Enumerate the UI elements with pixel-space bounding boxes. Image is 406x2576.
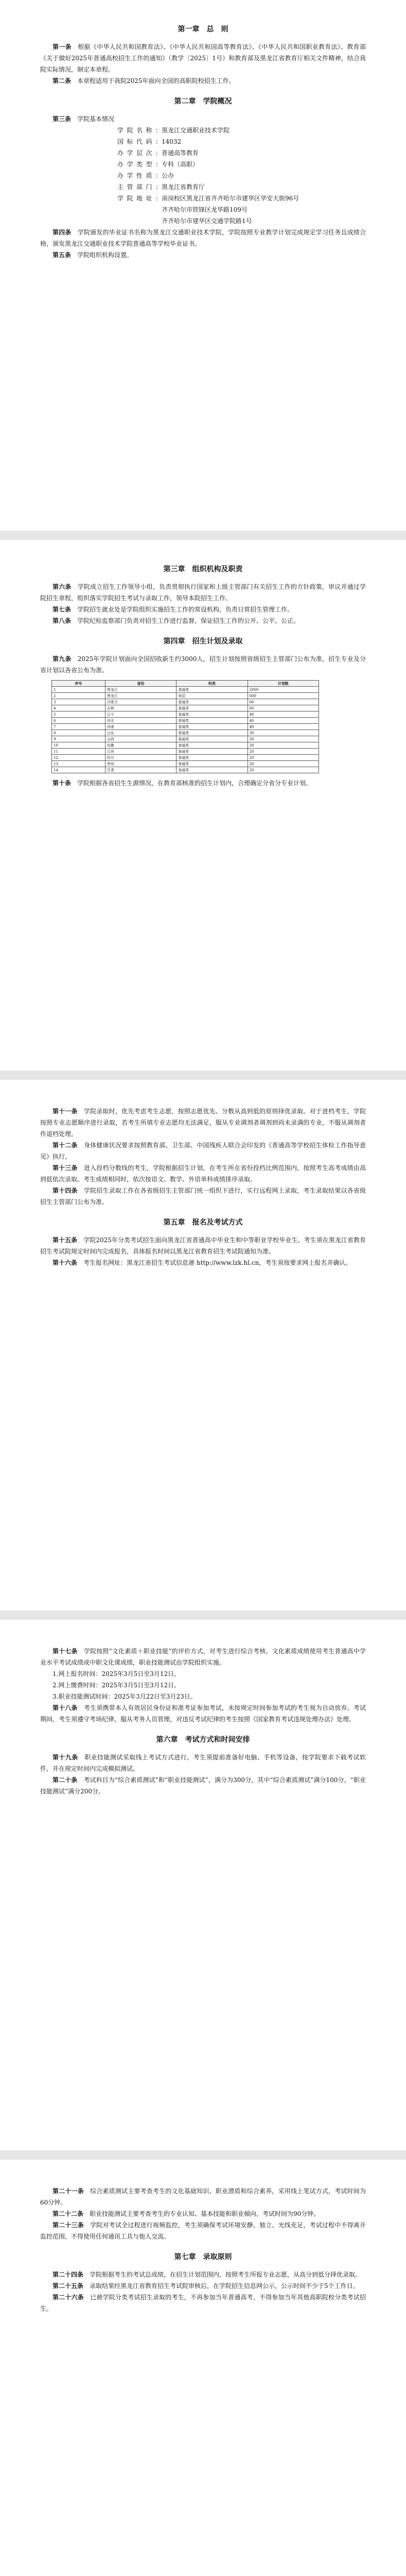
table-cell: 9 — [52, 736, 105, 742]
info-key: 办学类型： — [117, 161, 162, 168]
table-cell: 普通类 — [176, 730, 248, 736]
article — [40, 1234, 366, 1257]
chapter-title: 第七章 录取原则 — [174, 2253, 232, 2261]
article-text: 职业技能测试主要考查考生的专业认知、基本技能和职业倾向，考试时间为90分钟。 — [90, 2210, 320, 2217]
table-cell: 江西 — [105, 749, 176, 755]
article-number: 第十五条 — [52, 1236, 78, 1244]
article-text: 综合素质测试主要考查考生的文化基础知识、职业潜质和综合素养，采用线上笔试方式，考试时间为60分钟。 — [40, 2188, 366, 2206]
table-cell: 10 — [52, 742, 105, 749]
table-row — [52, 730, 319, 736]
article-text: 学院根据各省招生生源情况，在教育部核准的招生计划内，合理确定分省分专业计划。 — [77, 779, 312, 787]
article — [40, 1702, 366, 1725]
table-cell: 普通类 — [176, 761, 248, 767]
table-header-cell: 省份 — [105, 681, 176, 687]
table-cell: 单招 — [176, 693, 248, 699]
table-row — [52, 705, 319, 711]
article-number: 第二十一条 — [52, 2188, 84, 2195]
table-cell: 普通类 — [176, 705, 248, 711]
table-cell: 普通类 — [176, 749, 248, 755]
table-cell: 6 — [52, 718, 105, 724]
table-cell: 1 — [52, 687, 105, 693]
article-text: 学院按照“文化素质＋职业技能”的评价方式，对考生进行综合考核。文化素质成绩使用考生普通高中学业水平考试成绩或中职文化课成绩，职业技能测试由学院组织实施。 — [40, 1648, 366, 1666]
table-cell: 20 — [248, 767, 319, 773]
info-value: 普通高等教育 — [162, 149, 199, 157]
article-number: 第十八条 — [52, 1704, 78, 1711]
table-cell: 四川 — [105, 755, 176, 761]
article-text: 2025年学院计划面向全国招收新生约3000人，招生计划按照省级招生主管部门公布为准，招生专业及分省计划以各省公布为准。 — [40, 655, 366, 674]
table-row — [52, 749, 319, 755]
article-number: 第二十条 — [52, 1776, 78, 1784]
article-text: 学院纪检监察部门负责对招生工作进行监督，保证招生工作的公开、公平、公正。 — [77, 617, 300, 624]
info-value: 齐齐哈尔市铁锋区龙华路109号 — [162, 206, 248, 213]
table-cell: 20 — [248, 755, 319, 761]
article-text: 身体健康状况要求按照教育部、卫生部、中国残疾人联合会印发的《普通高等学校招生体检工作指导意见》执行。 — [40, 1142, 366, 1160]
article — [40, 615, 366, 626]
info-row — [117, 125, 366, 136]
table-cell: 安徽 — [105, 742, 176, 749]
article-number: 第六条 — [52, 583, 72, 590]
article — [40, 1106, 366, 1140]
table-header-cell: 科类 — [176, 681, 248, 687]
info-row — [117, 170, 366, 181]
article-text: 考试科目为“综合素质测试”和“职业技能测试”，满分为300分，其中“综合素质测试”满分100分，“职业技能测试”满分200分。 — [40, 1776, 366, 1795]
article-text: 根据《中华人民共和国教育法》、《中华人民共和国高等教育法》、《中华人民共和国职业教育法》、教育部《关于做好2025年普通高校招生工作的通知》（教学〔2025〕1号）和教育部及黑龙江省教育厅相关文件精神，结合我院实际情况，制定本章程。 — [40, 43, 366, 73]
article — [40, 1752, 366, 1774]
page-5 — [0, 2160, 406, 2576]
article-text: 进入投档分数线的考生，学院根据招生计划，在考生所在省份投档比例范围内，按照考生高考成绩由高到低依次录取。考生成绩相同时，依次按语文、数学、外语单科成绩排序录取。 — [40, 1164, 366, 1183]
article-number: 第二十六条 — [52, 2294, 84, 2301]
table-header-row — [52, 681, 319, 687]
page-4 — [0, 1620, 406, 2150]
info-value: 齐齐哈尔市建华区交通学院路1号 — [162, 217, 252, 225]
article — [40, 227, 366, 249]
table-header-cell: 计划数 — [248, 681, 319, 687]
article — [40, 2208, 366, 2219]
table-cell: 60 — [248, 705, 319, 711]
table-cell: 20 — [248, 749, 319, 755]
info-row — [117, 181, 366, 193]
table-cell: 7 — [52, 724, 105, 730]
article-text: 学院基本情况 — [77, 115, 115, 123]
article — [40, 2280, 366, 2292]
table-cell: 13 — [52, 761, 105, 767]
article-text: 考生报名网址：黑龙江省招生考试信息港 http://www.lzk.hl.cn，考生须按要求网上报名并确认。 — [83, 1259, 352, 1266]
article-text: 录取结果经黑龙江省教育招生考试院审核后，在学院招生信息网公示，公示时间不少于5个工作日。 — [90, 2282, 359, 2290]
article-number: 第十六条 — [52, 1259, 78, 1266]
table-cell: 河北 — [105, 718, 176, 724]
table-cell: 11 — [52, 749, 105, 755]
page-2 — [0, 540, 406, 1071]
table-cell: 40 — [248, 711, 319, 718]
table-cell: 30 — [248, 730, 319, 736]
table-row — [52, 736, 319, 742]
table-row — [52, 724, 319, 730]
table-cell: 2000 — [248, 687, 319, 693]
article-text: 学院招生录取工作在各省级招生主管部门统一组织下进行，实行远程网上录取，考生录取结果以各省级招生主管部门公布为准。 — [40, 1187, 366, 1206]
article-number: 第十九条 — [52, 1754, 78, 1761]
info-key: 主管部门： — [117, 183, 162, 191]
info-key: 国标代码： — [117, 138, 162, 145]
table-cell: 8 — [52, 730, 105, 736]
chapter-title: 第五章 报名及考试方式 — [163, 1218, 243, 1227]
article — [40, 41, 366, 75]
table-cell: 普通类 — [176, 687, 248, 693]
article-number: 第十一条 — [52, 1108, 78, 1115]
chapter-title: 第一章 总 则 — [178, 25, 228, 33]
article-number: 第十四条 — [52, 1187, 78, 1194]
table-cell: 普通类 — [176, 699, 248, 705]
article — [40, 1774, 366, 1797]
table-cell: 4 — [52, 705, 105, 711]
page-1 — [0, 0, 406, 531]
article — [40, 581, 366, 604]
table-row — [52, 687, 319, 693]
article-text: 学院成立招生工作领导小组，负责贯彻执行国家和上级主管部门有关招生工作的方针政策，审议并通过学院招生章程，组织落实学院招生考试与录取工作，领导本院招生工作。 — [40, 583, 366, 602]
info-value: 14032 — [162, 138, 182, 145]
table-cell: 600 — [248, 693, 319, 699]
article-number: 第二十三条 — [52, 2222, 84, 2229]
article-number: 第二条 — [52, 77, 72, 84]
enrollment-plan-table — [51, 680, 319, 773]
list-item: 1.网上报名时间：2025年3月5日至3月12日。 — [52, 1670, 181, 1677]
article-text: 学院2025年分类考试招生面向黑龙江省普通高中毕业生和中等职业学校毕业生。考生须在黑龙江省教育招生考试院规定时间内完成报名，具体报名时间以黑龙江省教育招生考试院通知为准。 — [40, 1236, 366, 1255]
article — [40, 2219, 366, 2242]
article-number: 第三条 — [52, 115, 72, 123]
article — [40, 653, 366, 676]
article-text: 学院招生就业处是学院组织实施招生工作的常设机构，负责日常招生管理工作。 — [77, 606, 294, 613]
article-text: 学院颁发的毕业证书名称为黑龙江交通职业技术学院，学院按照专业教学计划完成规定学习任务且成绩合格，颁发黑龙江交通职业技术学院普通高等学校毕业证书。 — [40, 229, 366, 247]
article — [40, 1162, 366, 1185]
article-number: 第九条 — [52, 655, 72, 663]
table-cell: 普通类 — [176, 718, 248, 724]
page-3 — [0, 1080, 406, 1611]
article — [40, 249, 366, 261]
list-item: 2.网上缴费时间：2025年3月5日至3月12日。 — [52, 1682, 181, 1689]
article-number: 第四条 — [52, 229, 72, 236]
article-number: 第十二条 — [52, 1142, 78, 1149]
table-row — [52, 718, 319, 724]
article-number: 第二十五条 — [52, 2282, 84, 2290]
article-number: 第十七条 — [52, 1648, 78, 1655]
article-number: 第一条 — [52, 43, 72, 50]
article-text: 考生须携带本人有效居民身份证和准考证参加考试，未按规定时间参加考试的考生视为自动放弃。考试期间，考生须遵守考场纪律，服从考务人员管理，对违反考试纪律的考生按照《国家教育考试违规处理办法》处理。 — [40, 1704, 366, 1723]
chapter-title: 第二章 学院概况 — [174, 97, 232, 106]
table-cell: 普通类 — [176, 742, 248, 749]
article — [40, 2185, 366, 2208]
table-cell: 20 — [248, 761, 319, 767]
table-cell: 40 — [248, 718, 319, 724]
article — [40, 604, 366, 615]
info-value: 黑龙江省教育厅 — [162, 183, 205, 191]
info-key: 办学性质： — [117, 172, 162, 179]
info-row — [117, 159, 366, 170]
article — [40, 1257, 366, 1268]
table-cell: 黑龙江 — [105, 693, 176, 699]
article — [40, 1185, 366, 1208]
info-key: 学院名称： — [117, 127, 162, 134]
article-number: 第二十二条 — [52, 2210, 84, 2217]
article-number: 第五条 — [52, 251, 72, 259]
table-row — [52, 767, 319, 773]
table-cell: 内蒙古 — [105, 699, 176, 705]
table-cell: 普通类 — [176, 711, 248, 718]
info-value: 公办 — [162, 172, 174, 179]
table-cell: 贵州 — [105, 761, 176, 767]
table-cell: 12 — [52, 755, 105, 761]
info-key: 办学层次： — [117, 149, 162, 157]
table-cell: 3 — [52, 699, 105, 705]
table-cell: 吉林 — [105, 705, 176, 711]
table-cell: 2 — [52, 693, 105, 699]
table-row — [52, 711, 319, 718]
chapter-title: 第六章 考试方式和时间安排 — [156, 1736, 250, 1744]
article-number: 第十条 — [52, 779, 72, 787]
info-row — [117, 193, 366, 204]
info-row — [117, 215, 366, 227]
table-cell: 黑龙江 — [105, 687, 176, 693]
chapter-title: 第三章 组织机构及职责 — [163, 565, 243, 573]
table-cell: 普通类 — [176, 736, 248, 742]
info-value: 黑龙江交通职业技术学院 — [162, 127, 230, 134]
table-cell: 辽宁 — [105, 711, 176, 718]
table-row — [52, 761, 319, 767]
article-number: 第二十四条 — [52, 2271, 84, 2278]
table-cell: 40 — [248, 724, 319, 730]
article-text: 学院根据考生的考试总成绩，在招生计划范围内，按照考生所报专业志愿，从高分到低分择优录取。 — [90, 2271, 362, 2278]
table-row — [52, 693, 319, 699]
table-row — [52, 742, 319, 749]
info-row — [117, 204, 366, 215]
table-header-cell: 序号 — [52, 681, 105, 687]
article — [40, 777, 366, 789]
list-item: 3.职业技能测试时间：2025年3月22日至3月23日。 — [52, 1693, 197, 1700]
table-row — [52, 755, 319, 761]
chapter-title: 第四章 招生计划及录取 — [163, 637, 243, 646]
table-cell: 普通类 — [176, 724, 248, 730]
info-value: 专科（高职） — [162, 161, 199, 168]
table-cell: 普通类 — [176, 755, 248, 761]
table-cell: 山西 — [105, 736, 176, 742]
article-text: 本章程适用于我院2025年面向全国的高职院校招生工作。 — [77, 77, 235, 84]
table-cell: 30 — [248, 736, 319, 742]
article-text: 已被学院分类考试招生录取的考生，不再参加当年普通高考，不得参加当年其他高职院校分类考试招生。 — [40, 2294, 366, 2312]
table-cell: 60 — [248, 699, 319, 705]
info-row — [117, 147, 366, 159]
table-cell: 5 — [52, 711, 105, 718]
table-cell: 甘肃 — [105, 767, 176, 773]
article — [40, 75, 366, 87]
table-cell: 14 — [52, 767, 105, 773]
article-number: 第七条 — [52, 606, 72, 613]
article — [40, 2269, 366, 2280]
article — [40, 1646, 366, 1668]
table-cell: 山东 — [105, 730, 176, 736]
article — [40, 113, 366, 125]
article — [40, 1140, 366, 1162]
table-row — [52, 699, 319, 705]
article-text: 职业技能测试采取线上考试方式进行。考生须提前准备好电脑、手机等设备，按学院要求下载考试软件，并在规定时间内完成模拟测试。 — [40, 1754, 366, 1772]
article-text: 学院组织机构设置。 — [77, 251, 133, 259]
info-value: 南岗校区黑龙江省齐齐哈尔市建华区华安大街96号 — [162, 195, 299, 202]
table-cell: 20 — [248, 742, 319, 749]
table-cell: 普通类 — [176, 767, 248, 773]
article — [40, 2292, 366, 2314]
article-text: 学院对考试全过程进行视频监控，考生须确保考试环境安静、独立、光线充足，考试过程中不得离开监控范围，不得使用任何通讯工具与他人交流。 — [40, 2222, 366, 2240]
article-number: 第八条 — [52, 617, 72, 624]
article-number: 第十三条 — [52, 1164, 78, 1172]
article-text: 学院录取时，优先考虑考生志愿，按照志愿优先、分数从高到低的原则择优录取。对于进档考生，学院按照专业志愿顺序进行录取，若考生所填专业志愿均无法满足，服从专业调剂者调剂到尚未录满的专业，不服从调剂者作退档处理。 — [40, 1108, 366, 1138]
info-key: 学院地址： — [117, 195, 162, 202]
info-row — [117, 136, 366, 147]
table-cell: 河南 — [105, 724, 176, 730]
